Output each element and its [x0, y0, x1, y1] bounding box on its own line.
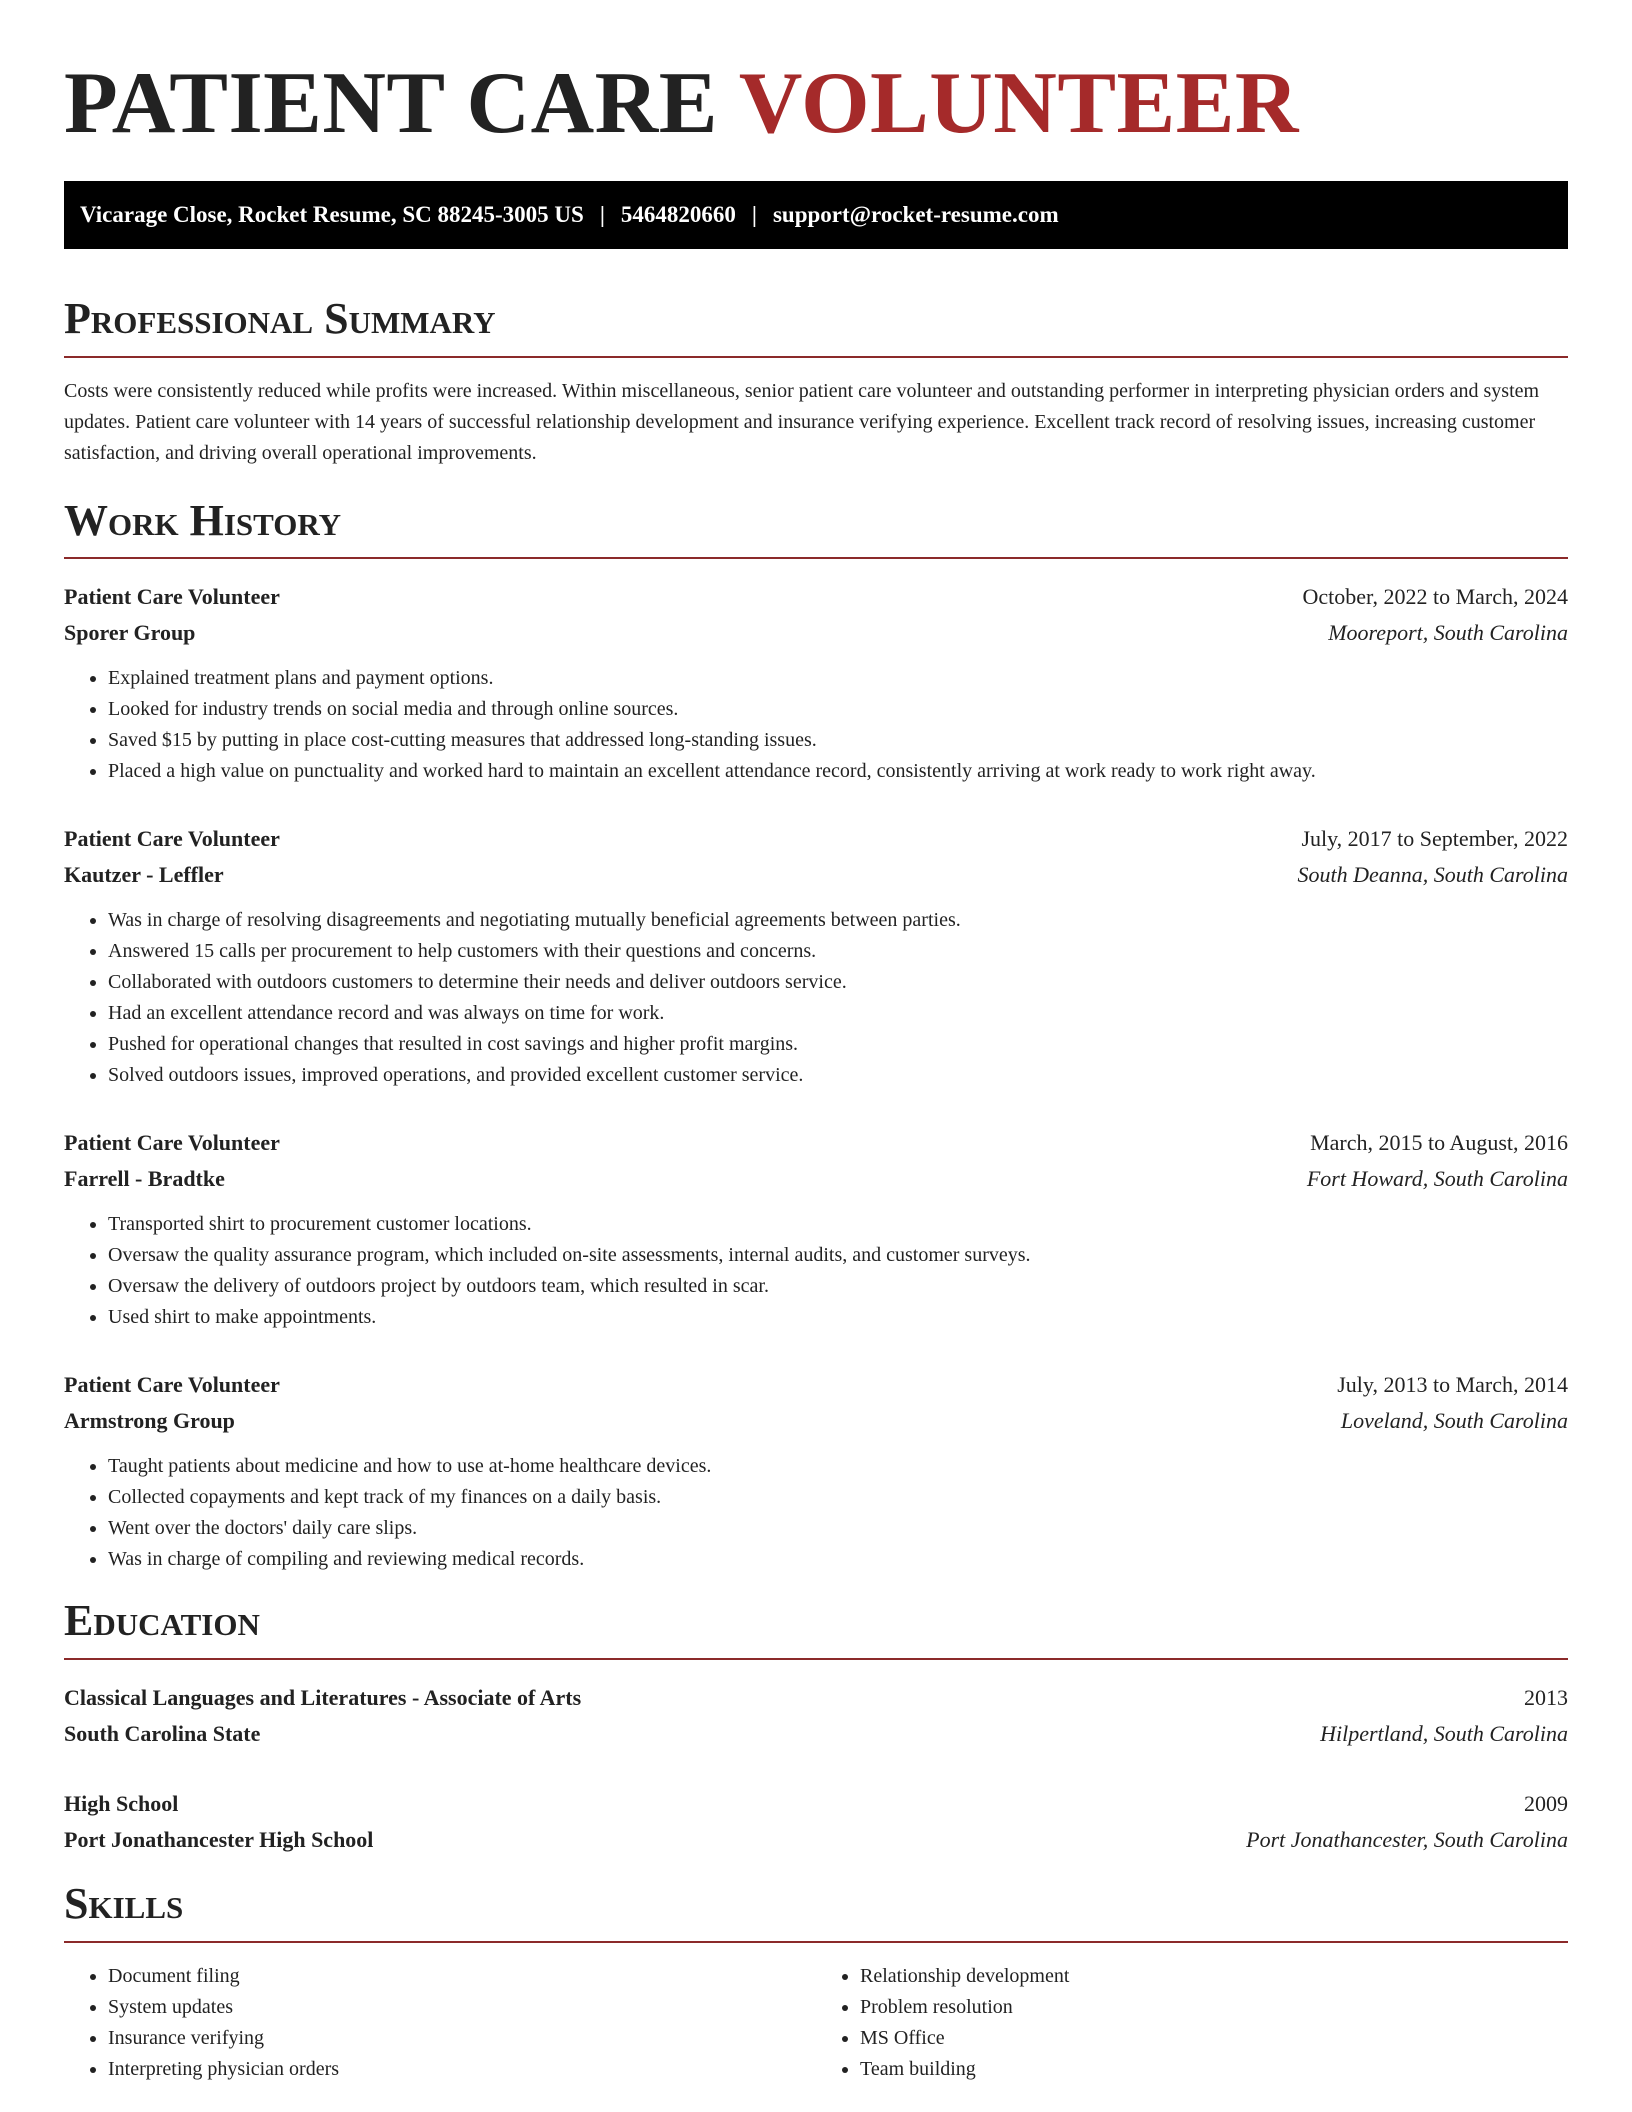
list-item: • Oversaw the delivery of outdoors project by outdoors team, which resulted in scar.: [108, 1271, 1568, 1302]
job-location: South Deanna, South Carolina: [1297, 862, 1568, 888]
job-header-row: [64, 821, 1568, 857]
education-header-row: [64, 1786, 1568, 1822]
education-location: Hilpertland, South Carolina: [1320, 1721, 1568, 1747]
skill-item: • Document filing: [108, 1961, 816, 1992]
list-item: • Collaborated with outdoors customers to determine their needs and deliver outdoors service.: [108, 967, 1568, 998]
job-company: Armstrong Group: [64, 1408, 235, 1434]
list-item: • Explained treatment plans and payment options.: [108, 663, 1568, 694]
job-entry: [64, 1367, 1568, 1575]
education-year: 2009: [1524, 1791, 1568, 1817]
list-item: • Oversaw the quality assurance program, which included on-site assessments, internal audits, and customer surveys.: [108, 1240, 1568, 1271]
section-title-education: Education: [64, 1596, 260, 1646]
section-title-skills: Skills: [64, 1879, 184, 1929]
skill-item: • Interpreting physician orders: [108, 2054, 816, 2085]
list-item: • Used shirt to make appointments.: [108, 1302, 1568, 1333]
education-degree: Classical Languages and Literatures - Associate of Arts: [64, 1685, 582, 1711]
job-dates: March, 2015 to August, 2016: [1310, 1130, 1568, 1156]
resume-name: [64, 0, 1568, 153]
job-company: Sporer Group: [64, 620, 196, 646]
name-first: PATIENT CARE: [64, 55, 718, 152]
contact-separator: |: [599, 201, 605, 227]
job-company: Kautzer - Leffler: [64, 862, 224, 888]
job-bullets: [64, 663, 1568, 787]
education-school: Port Jonathancester High School: [64, 1827, 374, 1853]
skill-item: • Insurance verifying: [108, 2023, 816, 2054]
contact-email: support@rocket-resume.com: [772, 201, 1059, 227]
education-header-row: [64, 1680, 1568, 1716]
education-school: South Carolina State: [64, 1721, 261, 1747]
skills-list: [64, 1961, 1568, 2085]
list-item: • Pushed for operational changes that resulted in cost savings and higher profit margins.: [108, 1029, 1568, 1060]
contact-address: Vicarage Close, Rocket Resume, SC 88245-3005 US: [80, 201, 584, 227]
list-item: • Answered 15 calls per procurement to help customers with their questions and concerns.: [108, 936, 1568, 967]
job-entry: [64, 1125, 1568, 1333]
job-header-row: [64, 1125, 1568, 1161]
job-dates: July, 2013 to March, 2014: [1337, 1372, 1568, 1398]
job-company-row: [64, 1403, 1568, 1439]
list-item: • Had an excellent attendance record and was always on time for work.: [108, 998, 1568, 1029]
education-year: 2013: [1524, 1685, 1568, 1711]
list-item: • Was in charge of compiling and reviewing medical records.: [108, 1544, 1568, 1575]
job-dates: July, 2017 to September, 2022: [1301, 826, 1568, 852]
education-location: Port Jonathancester, South Carolina: [1246, 1827, 1568, 1853]
list-item: • Solved outdoors issues, improved operations, and provided excellent customer service.: [108, 1060, 1568, 1091]
skill-item: • MS Office: [860, 2023, 1568, 2054]
skill-item: • Problem resolution: [860, 1992, 1568, 2023]
list-item: • Transported shirt to procurement customer locations.: [108, 1209, 1568, 1240]
skills-column-right: [816, 1961, 1568, 2085]
job-header-row: [64, 1367, 1568, 1403]
job-bullets: [64, 1209, 1568, 1333]
job-entry: [64, 821, 1568, 1091]
job-bullets: [64, 905, 1568, 1091]
section-title-work-history: Work History: [64, 495, 342, 545]
list-item: • Looked for industry trends on social media and through online sources.: [108, 694, 1568, 725]
section-divider: [64, 1658, 1568, 1660]
summary-text: Costs were consistently reduced while profits were increased. Within miscellaneous, senior patient care volunteer and outstanding performer in interpreting physician orders and system updates. Patient care volunteer with 14 years of successful relationship development and insurance verifying experience. Excellent track record of resolving issues, increasing customer satisfaction, and driving overall operational improvements.: [64, 379, 1540, 464]
list-item: • Saved $15 by putting in place cost-cutting measures that addressed long-standing issues.: [108, 725, 1568, 756]
section-title-summary: Professional Summary: [64, 293, 496, 343]
job-title: Patient Care Volunteer: [64, 584, 280, 610]
job-location: Loveland, South Carolina: [1340, 1408, 1568, 1434]
list-item: • Placed a high value on punctuality and worked hard to maintain an excellent attendance record, consistently arriving at work ready to work right away.: [108, 756, 1568, 787]
job-company-row: [64, 857, 1568, 893]
job-title: Patient Care Volunteer: [64, 826, 280, 852]
job-dates: October, 2022 to March, 2024: [1302, 584, 1568, 610]
job-location: Mooreport, South Carolina: [1328, 620, 1568, 646]
education-entry: [64, 1786, 1568, 1858]
name-last: VOLUNTEER: [738, 55, 1299, 152]
job-company-row: [64, 1161, 1568, 1197]
section-divider: [64, 356, 1568, 358]
list-item: • Taught patients about medicine and how to use at-home healthcare devices.: [108, 1451, 1568, 1482]
contact-phone: 5464820660: [620, 201, 736, 227]
skill-item: • Relationship development: [860, 1961, 1568, 1992]
education-degree: High School: [64, 1791, 179, 1817]
job-company: Farrell - Bradtke: [64, 1166, 225, 1192]
section-divider: [64, 557, 1568, 559]
education-entry: [64, 1680, 1568, 1752]
job-bullets: [64, 1451, 1568, 1575]
skill-item: • System updates: [108, 1992, 816, 2023]
job-header-row: [64, 579, 1568, 615]
education-school-row: [64, 1822, 1568, 1858]
job-location: Fort Howard, South Carolina: [1306, 1166, 1568, 1192]
list-item: • Collected copayments and kept track of my finances on a daily basis.: [108, 1482, 1568, 1513]
contact-separator: |: [751, 201, 757, 227]
job-company-row: [64, 615, 1568, 651]
section-divider: [64, 1941, 1568, 1943]
skills-column-left: [64, 1961, 816, 2085]
job-title: Patient Care Volunteer: [64, 1130, 280, 1156]
list-item: • Went over the doctors' daily care slips.: [108, 1513, 1568, 1544]
contact-bar: [64, 181, 1568, 249]
education-school-row: [64, 1716, 1568, 1752]
skill-item: • Team building: [860, 2054, 1568, 2085]
job-entry: [64, 579, 1568, 787]
list-item: • Was in charge of resolving disagreements and negotiating mutually beneficial agreements between parties.: [108, 905, 1568, 936]
job-title: Patient Care Volunteer: [64, 1372, 280, 1398]
